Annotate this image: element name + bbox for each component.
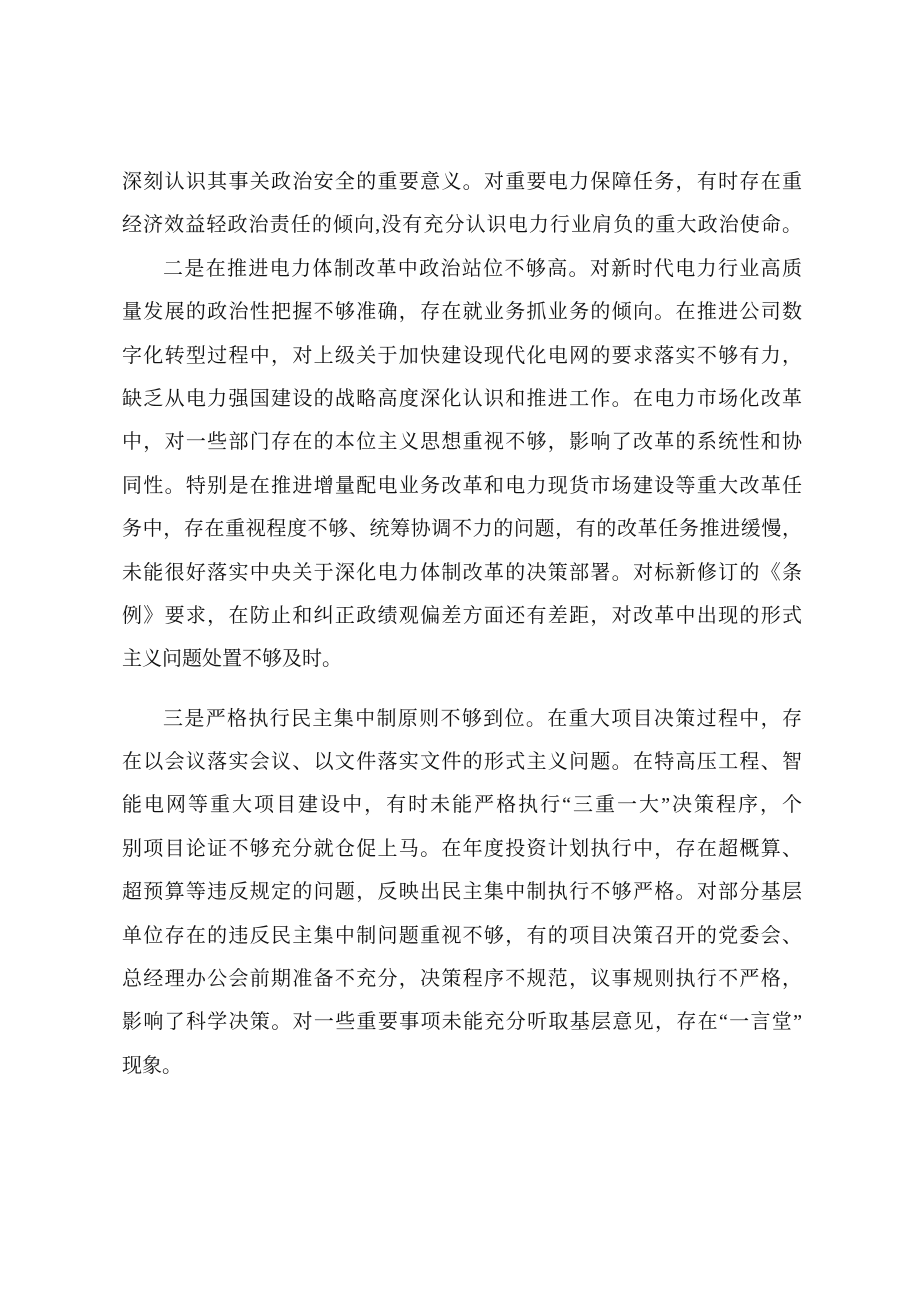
text-line: 字化转型过程中，对上级关于加快建设现代化电网的要求落实不够有力，: [122, 344, 802, 367]
text-line: 中，对一些部门存在的本位主义思想重视不够，影响了改革的系统性和协: [122, 431, 802, 454]
text-line: 影响了科学决策。对一些重要事项未能充分听取基层意见，存在“一言堂”: [122, 1011, 802, 1034]
text-line: 二是在推进电力体制改革中政治站位不够高。对新时代电力行业高质: [163, 257, 802, 280]
paragraph-item-three: [122, 698, 802, 1089]
text-line: 单位存在的违反民主集中制问题重视不够，有的项目决策召开的党委会、: [122, 924, 802, 947]
text-line: 别项目论证不够充分就仓促上马。在年度投资计划执行中，存在超概算、: [122, 837, 802, 860]
text-line: 例》要求，在防止和纠正政绩观偏差方面还有差距，对改革中出现的形式: [122, 604, 802, 627]
text-line: 能电网等重大项目建设中，有时未能严格执行“三重一大”决策程序，个: [122, 794, 802, 817]
text-line: 经济效益轻政治责任的倾向,没有充分认识电力行业肩负的重大政治使命。: [122, 214, 802, 237]
text-line: 量发展的政治性把握不够准确，存在就业务抓业务的倾向。在推进公司数: [122, 301, 802, 324]
text-line: 深刻认识其事关政治安全的重要意义。对重要电力保障任务，有时存在重: [122, 171, 802, 193]
text-line: 在以会议落实会议、以文件落实文件的形式主义问题。在特高压工程、智: [122, 751, 802, 774]
document-body: [122, 161, 802, 1088]
text-line: 同性。特别是在推进增量配电业务改革和电力现货市场建设等重大改革任: [122, 474, 802, 497]
text-line: 务中，存在重视程度不够、统筹协调不力的问题，有的改革任务推进缓慢，: [122, 518, 802, 541]
paragraph-item-two: [122, 248, 802, 682]
paragraph-continuation: [122, 161, 802, 248]
text-line: 现象。: [122, 1054, 182, 1077]
text-line: 缺乏从电力强国建设的战略高度深化认识和推进工作。在电力市场化改革: [122, 387, 802, 410]
text-line: 主义问题处置不够及时。: [122, 648, 342, 671]
text-line: 三是严格执行民主集中制原则不够到位。在重大项目决策过程中，存: [163, 707, 802, 730]
text-line: 超预算等违反规定的问题，反映出民主集中制执行不够严格。对部分基层: [122, 881, 802, 904]
text-line: 总经理办公会前期准备不充分，决策程序不规范，议事规则执行不严格，: [122, 968, 802, 991]
text-line: 未能很好落实中央关于深化电力体制改革的决策部署。对标新修订的《条: [122, 561, 802, 584]
